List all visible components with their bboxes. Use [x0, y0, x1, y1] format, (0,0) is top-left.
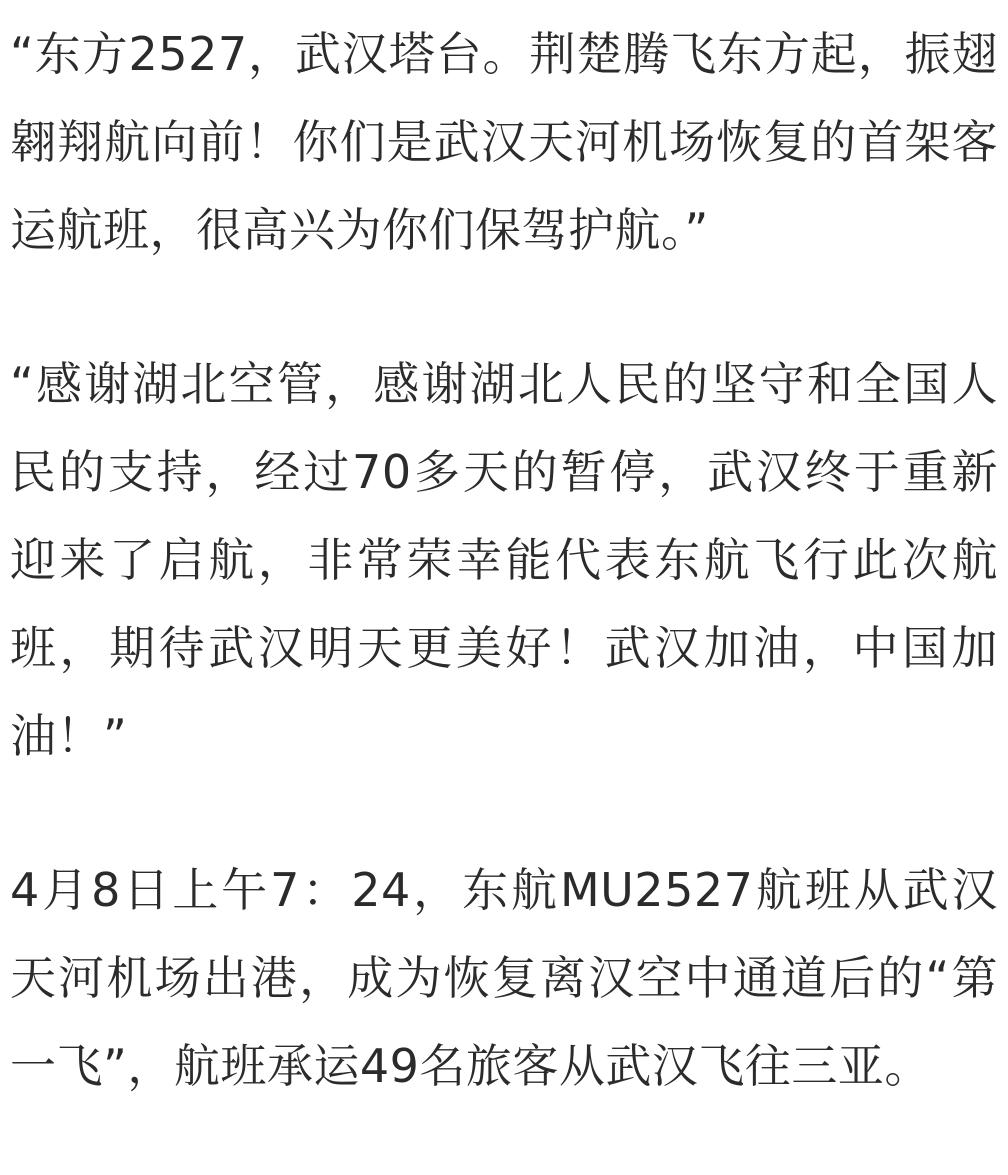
paragraph-quote-tower-control: “东方2527，武汉塔台。荆楚腾飞东方起，振翅翱翔航向前！你们是武汉天河机场恢复的首架客运航班，很高兴为你们保驾护航。”	[10, 27, 998, 257]
paragraph-quote-crew-thanks: “感谢湖北空管，感谢湖北人民的坚守和全国人民的支持，经过70多天的暂停，武汉终于重新迎来了启航，非常荣幸能代表东航飞行此次航班，期待武汉明天更美好！武汉加油，中国加油！”	[10, 357, 998, 763]
paragraph-flight-report: 4月8日上午7：24，东航MU2527航班从武汉天河机场出港，成为恢复离汉空中通道后的“第一飞”，航班承运49名旅客从武汉飞往三亚。	[10, 863, 998, 1093]
